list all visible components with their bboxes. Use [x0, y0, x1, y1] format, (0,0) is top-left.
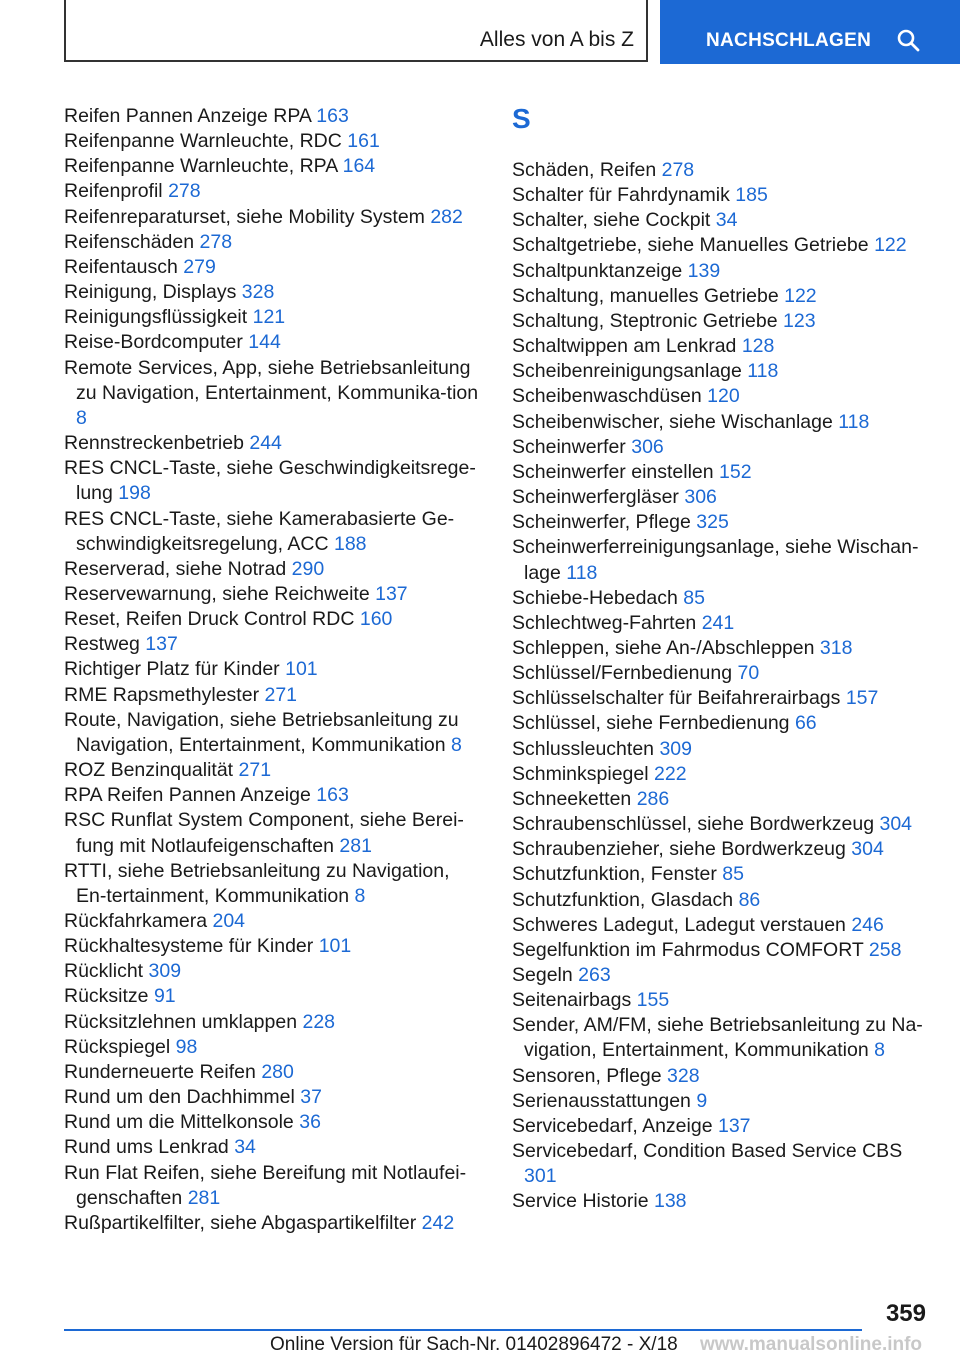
index-entry-text: Reifenprofil	[64, 180, 163, 203]
index-entry	[512, 888, 932, 913]
page-link[interactable]: 309	[659, 737, 692, 760]
page-link[interactable]: 222	[654, 762, 687, 785]
page-number: 359	[885, 1300, 926, 1327]
page-link[interactable]: 101	[318, 935, 352, 958]
page-link[interactable]: 101	[285, 658, 318, 681]
index-entry	[512, 787, 932, 812]
page-link[interactable]: 36	[299, 1111, 321, 1134]
index-entry	[64, 507, 484, 557]
page-link[interactable]: 325	[696, 511, 729, 534]
index-entry-text: RTTI, siehe Betriebsanleitung zu Navigation, En-tertainment, Kommunikation	[64, 859, 450, 907]
index-entry	[512, 359, 932, 384]
page-link[interactable]: 85	[722, 863, 744, 886]
page-link[interactable]: 188	[333, 532, 367, 555]
page-link[interactable]: 278	[168, 180, 201, 203]
index-entry	[512, 988, 932, 1013]
index-entry	[64, 356, 484, 431]
index-entry-text: Run Flat Reifen, siehe Bereifung mit Notlaufei-genschaften	[64, 1161, 467, 1209]
index-entry	[512, 1013, 932, 1063]
watermark: www.manualsonline.info	[700, 1334, 923, 1355]
index-entry	[512, 711, 932, 736]
index-entry-text: Rund um die Mittelkonsole	[64, 1111, 294, 1134]
index-entry-text: Scheibenwischer, siehe Wischanlage	[512, 410, 833, 433]
index-entry	[64, 758, 484, 783]
page-link[interactable]: 9	[696, 1089, 708, 1112]
index-entry	[512, 913, 932, 938]
index-entry	[64, 456, 484, 506]
page-link[interactable]: 306	[631, 435, 664, 458]
index-entry	[512, 410, 932, 435]
index-entry	[64, 1211, 484, 1236]
page-link[interactable]: 139	[687, 259, 721, 282]
index-entry-text: Schleppen, siehe An-/Abschleppen	[512, 636, 815, 659]
footer-divider	[64, 1329, 862, 1331]
index-entry	[64, 808, 484, 858]
page-link[interactable]: 163	[316, 105, 349, 127]
index-entry-text: RES CNCL-Taste, siehe Geschwindigkeitsrege-lung	[64, 457, 476, 505]
header-title: Alles von A bis Z	[479, 28, 634, 51]
index-entry	[64, 1110, 484, 1135]
index-entry-text: Schalter für Fahrdynamik	[512, 184, 730, 207]
index-entry-text: Reifenpanne Warnleuchte, RPA	[64, 155, 338, 178]
index-entry-text: Reifentausch	[64, 255, 178, 278]
page-link[interactable]: 306	[684, 486, 717, 509]
index-entry	[64, 255, 484, 280]
index-entry	[64, 154, 484, 179]
index-entry	[512, 460, 932, 485]
page-link[interactable]: 122	[784, 284, 817, 307]
index-entry-text: Sender, AM/FM, siehe Betriebsanleitung zu Na-vigation, Entertainment, Kommunikation	[512, 1014, 923, 1062]
page-link[interactable]: 98	[175, 1035, 198, 1058]
index-entry-text: Schraubenschlüssel, siehe Bordwerkzeug	[512, 813, 875, 836]
index-entry	[512, 837, 932, 862]
index-entry	[64, 330, 484, 355]
index-entry	[64, 280, 484, 305]
page-link[interactable]: 91	[153, 985, 176, 1008]
index-entry	[512, 535, 932, 585]
index-entry-text: Schaltung, Steptronic Getriebe	[512, 309, 778, 332]
index-entry	[512, 686, 932, 711]
index-entry	[512, 1089, 932, 1114]
index-entry	[64, 1060, 484, 1085]
index-entry-text: Schlechtweg-Fahrten	[512, 611, 697, 634]
index-entry	[64, 557, 484, 582]
index-entry	[64, 104, 484, 129]
index-entry-text: Reifenpanne Warnleuchte, RDC	[64, 130, 342, 153]
index-entry-text: Schminkspiegel	[512, 762, 649, 785]
page-link[interactable]: 244	[249, 432, 282, 455]
page-link[interactable]: 118	[838, 410, 870, 433]
index-entry-text: Schiebe-Hebedach	[512, 586, 678, 609]
index-column-left	[64, 104, 484, 1236]
index-entry	[512, 661, 932, 686]
page-link[interactable]: 282	[430, 205, 463, 228]
index-entry-text: Reinigung, Displays	[64, 281, 237, 304]
index-entry	[64, 909, 484, 934]
index-entry	[64, 934, 484, 959]
index-entry-text: Scheibenreinigungsanlage	[512, 360, 742, 383]
index-entry-text: Rücklicht	[64, 960, 144, 983]
index-entry-text: Schaltgetriebe, siehe Manuelles Getriebe	[512, 234, 869, 257]
index-entry-text: Rund ums Lenkrad	[64, 1136, 229, 1159]
page-link[interactable]: 122	[874, 234, 907, 257]
page-link[interactable]: 286	[636, 787, 670, 810]
index-entry-text: Schlüssel/Fernbedienung	[512, 662, 733, 685]
search-icon[interactable]	[896, 28, 920, 52]
page-link[interactable]: 241	[701, 611, 735, 634]
index-entry-text: Richtiger Platz für Kinder	[64, 658, 280, 681]
page-link[interactable]: 8	[76, 406, 87, 429]
index-entry	[64, 431, 484, 456]
page-link[interactable]: 278	[199, 230, 233, 253]
index-entry-text: Rückfahrkamera	[64, 910, 208, 932]
page-link[interactable]: 137	[145, 633, 178, 656]
page-link[interactable]: 271	[238, 759, 272, 782]
index-entry	[512, 812, 932, 837]
page-link[interactable]: 204	[212, 910, 246, 932]
page-link[interactable]: 328	[241, 281, 275, 304]
page-link[interactable]: 157	[845, 687, 879, 710]
index-list-right	[512, 158, 932, 1215]
index-entry-text: Seitenairbags	[512, 989, 632, 1012]
index-entry	[512, 208, 932, 233]
index-entry	[64, 230, 484, 255]
index-entry-text: Rücksitze	[64, 985, 149, 1008]
header-section-label: NACHSCHLAGEN	[706, 30, 872, 51]
page-link[interactable]: 279	[183, 255, 216, 278]
index-entry-text: Reifen Pannen Anzeige RPA	[64, 105, 311, 127]
page-link[interactable]: 66	[794, 712, 817, 735]
index-entry-text: Schutzfunktion, Glasdach	[512, 888, 734, 911]
page-link[interactable]: 198	[118, 482, 151, 505]
index-entry-text: Schlüssel, siehe Fernbedienung	[512, 712, 790, 735]
footer-online-version: Online Version für Sach-Nr. 01402896472 - X/18	[270, 1334, 678, 1355]
index-letter-heading: S	[512, 103, 531, 134]
index-entry	[512, 1064, 932, 1089]
page-link[interactable]: 163	[316, 784, 349, 807]
index-entry	[512, 611, 932, 636]
page-link[interactable]: 161	[347, 130, 380, 153]
index-entry	[64, 1085, 484, 1110]
page-link[interactable]: 118	[566, 561, 598, 584]
page-link[interactable]: 34	[715, 209, 738, 232]
index-entry-text: Rennstreckenbetrieb	[64, 432, 244, 455]
page-link[interactable]: 242	[421, 1211, 455, 1234]
page-link[interactable]: 155	[636, 989, 670, 1012]
index-entry	[64, 984, 484, 1009]
index-entry	[64, 1010, 484, 1035]
header-title-box	[64, 0, 648, 62]
index-entry	[512, 334, 932, 359]
index-entry-text: Reinigungsflüssigkeit	[64, 306, 248, 329]
index-entry	[64, 683, 484, 708]
page-link[interactable]: 86	[738, 888, 761, 911]
index-entry	[64, 708, 484, 758]
page-link[interactable]: 85	[683, 586, 705, 609]
index-entry-text: Scheinwerfer einstellen	[512, 460, 714, 483]
index-entry-text: Reserverad, siehe Notrad	[64, 557, 287, 580]
index-entry	[64, 129, 484, 154]
page-link[interactable]: 120	[707, 385, 740, 408]
page-link[interactable]: 37	[300, 1086, 322, 1109]
index-entry-text: RME Rapsmethylester	[64, 683, 260, 706]
index-entry	[512, 1139, 932, 1189]
index-entry-text: Schneeketten	[512, 787, 632, 810]
page-link[interactable]: 271	[264, 683, 298, 706]
index-entry-text: Rückhaltesysteme für Kinder	[64, 935, 314, 958]
index-entry-text: Scheinwerfer	[512, 435, 626, 458]
index-entry	[512, 233, 932, 258]
index-entry-text: Serienausstattungen	[512, 1089, 691, 1112]
page-link[interactable]: 164	[342, 155, 376, 178]
index-entry	[64, 959, 484, 984]
page-link[interactable]: 309	[148, 960, 182, 983]
page-link[interactable]: 138	[653, 1190, 687, 1213]
index-entry-text: Schaltung, manuelles Getriebe	[512, 284, 779, 307]
index-entry	[512, 938, 932, 963]
index-entry-text: Service Historie	[512, 1190, 649, 1213]
index-entry	[64, 179, 484, 204]
page-link[interactable]: 290	[291, 557, 325, 580]
index-entry-text: Rücksitzlehnen umklappen	[64, 1010, 298, 1033]
page-link[interactable]: 70	[737, 662, 760, 685]
index-entry-text: Reifenschäden	[64, 230, 195, 253]
index-entry	[64, 205, 484, 230]
index-entry	[512, 762, 932, 787]
index-entry-text: RSC Runflat System Component, siehe Berei-fung mit Notlaufeigenschaften	[64, 809, 464, 857]
page-link[interactable]: 304	[879, 813, 913, 836]
index-entry-text: Servicebedarf, Anzeige	[512, 1114, 713, 1137]
page-link[interactable]: 8	[354, 884, 366, 907]
index-entry-text: Sensoren, Pflege	[512, 1064, 662, 1087]
index-entry	[64, 657, 484, 682]
index-entry	[64, 607, 484, 632]
page-link[interactable]: 137	[717, 1114, 751, 1137]
index-entry-text: Rußpartikelfilter, siehe Abgaspartikelfilter	[64, 1211, 417, 1234]
index-entry	[512, 963, 932, 988]
index-entry	[512, 485, 932, 510]
index-entry	[64, 859, 484, 909]
index-entry	[64, 582, 484, 607]
index-entry-text: Route, Navigation, siehe Betriebsanleitung zu Navigation, Entertainment, Kommunikation	[64, 708, 459, 756]
index-entry	[64, 783, 484, 808]
index-column-right	[512, 104, 932, 1215]
index-entry	[512, 183, 932, 208]
page-link[interactable]: 185	[735, 184, 768, 207]
index-entry-text: RPA Reifen Pannen Anzeige	[64, 784, 311, 807]
index-entry-text: ROZ Benzinqualität	[64, 759, 234, 782]
page-link[interactable]: 281	[187, 1186, 221, 1209]
index-entry	[512, 1114, 932, 1139]
page-link[interactable]: 123	[783, 309, 816, 332]
index-entry-text: Restweg	[64, 633, 140, 656]
index-entry	[64, 305, 484, 330]
index-entry	[64, 1161, 484, 1211]
index-entry-text: Scheinwerferreinigungsanlage, siehe Wischan-lage	[512, 536, 919, 584]
index-entry-text: Schaltwippen am Lenkrad	[512, 335, 737, 358]
index-entry	[512, 636, 932, 661]
page-link[interactable]: 137	[375, 582, 408, 605]
index-entry-text: Schraubenzieher, siehe Bordwerkzeug	[512, 838, 846, 861]
index-entry	[512, 284, 932, 309]
index-entry	[512, 1189, 932, 1214]
index-entry-text: Segeln	[512, 964, 573, 986]
index-entry-text: Schutzfunktion, Fenster	[512, 863, 717, 886]
page-link[interactable]: 280	[261, 1060, 294, 1083]
index-entry-text: Schweres Ladegut, Ladegut verstauen	[512, 913, 846, 936]
page-link[interactable]: 144	[248, 331, 281, 354]
page-link[interactable]: 301	[524, 1165, 557, 1188]
index-entry	[512, 737, 932, 762]
header-section-tab[interactable]	[660, 0, 960, 64]
index-entry	[512, 309, 932, 334]
page-link[interactable]: 246	[851, 913, 884, 936]
index-entry-text: Reservewarnung, siehe Reichweite	[64, 582, 370, 605]
page-link[interactable]: 263	[578, 964, 611, 986]
index-entry-text: Schlussleuchten	[512, 737, 655, 760]
index-entry-text: Servicebedarf, Condition Based Service CBS	[512, 1140, 903, 1163]
index-entry-text: Remote Services, App, siehe Betriebsanleitung zu Navigation, Entertainment, Kommunika-tion	[64, 356, 479, 404]
index-entry	[64, 632, 484, 657]
page-link[interactable]: 121	[252, 306, 286, 329]
index-entry	[64, 1135, 484, 1160]
page-link[interactable]: 160	[359, 608, 393, 631]
index-entry-text: RES CNCL-Taste, siehe Kamerabasierte Ge-schwindigkeitsregelung, ACC	[64, 507, 455, 555]
page-link[interactable]: 328	[667, 1064, 700, 1087]
page-link[interactable]: 278	[661, 159, 695, 181]
page-link[interactable]: 128	[741, 335, 775, 358]
index-entry	[512, 862, 932, 887]
index-entry	[64, 1035, 484, 1060]
index-entry	[512, 435, 932, 460]
index-entry-text: Runderneuerte Reifen	[64, 1060, 256, 1083]
page-link[interactable]: 318	[819, 636, 853, 659]
index-entry-text: Scheinwerfergläser	[512, 486, 679, 509]
index-entry	[512, 586, 932, 611]
page-link[interactable]: 118	[747, 360, 779, 383]
index-entry	[512, 384, 932, 409]
index-entry-text: Schäden, Reifen	[512, 159, 657, 181]
page-link[interactable]: 228	[302, 1010, 336, 1033]
index-entry-text: Schlüsselschalter für Beifahrerairbags	[512, 687, 841, 710]
page-link[interactable]: 8	[451, 733, 462, 756]
page-link[interactable]: 258	[868, 938, 902, 961]
page-link[interactable]: 34	[234, 1136, 256, 1159]
page-link[interactable]: 304	[851, 838, 884, 861]
index-entry-text: Reset, Reifen Druck Control RDC	[64, 608, 355, 631]
page-link[interactable]: 281	[339, 834, 372, 857]
index-entry-text: Reise-Bordcomputer	[64, 331, 243, 354]
index-entry-text: Rückspiegel	[64, 1035, 171, 1058]
index-entry-text: Schalter, siehe Cockpit	[512, 209, 711, 232]
page-link[interactable]: 8	[874, 1039, 885, 1062]
page-link[interactable]: 152	[719, 460, 752, 483]
index-entry-text: Scheinwerfer, Pflege	[512, 511, 691, 534]
index-entry-text: Scheibenwaschdüsen	[512, 385, 702, 408]
index-entry	[512, 510, 932, 535]
index-entry-text: Segelfunktion im Fahrmodus COMFORT	[512, 938, 864, 961]
index-entry	[512, 158, 932, 183]
index-entry-text: Rund um den Dachhimmel	[64, 1086, 295, 1109]
index-entry-text: Schaltpunktanzeige	[512, 259, 683, 282]
index-entry-text: Reifenreparaturset, siehe Mobility System	[64, 205, 425, 228]
index-entry	[512, 259, 932, 284]
